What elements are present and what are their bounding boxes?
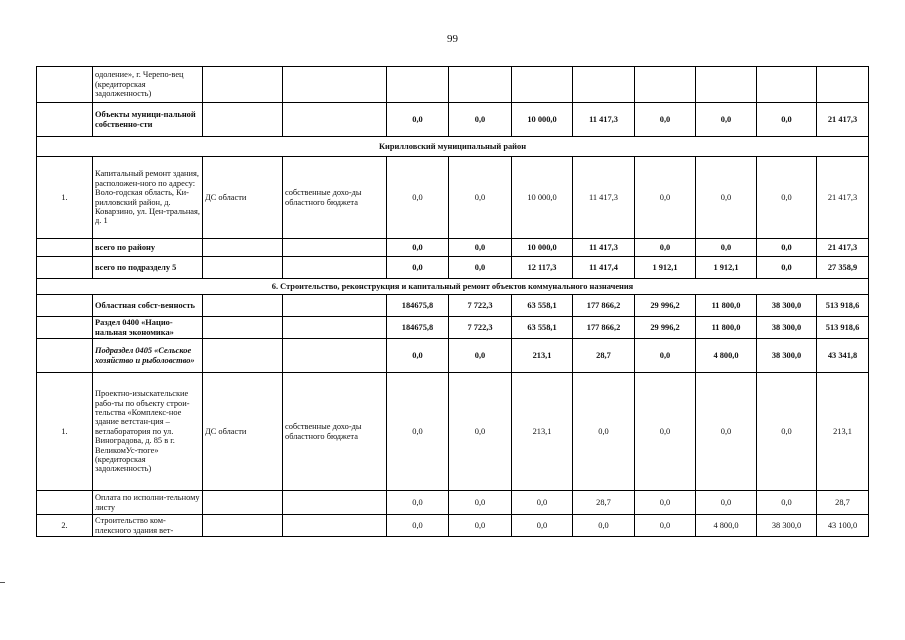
value-cell: 29 996,2: [635, 295, 696, 317]
value-cell: [696, 67, 757, 103]
object-name-cell: Строительство ком-плексного здания вет-: [93, 515, 203, 537]
budget-table: [36, 66, 869, 537]
value-cell: 29 996,2: [635, 317, 696, 339]
value-cell: 21 417,3: [817, 103, 869, 137]
value-cell: 11 417,3: [573, 157, 635, 239]
row-number-cell: [37, 67, 93, 103]
value-cell: 0,0: [757, 103, 817, 137]
value-cell: 213,1: [512, 339, 573, 373]
funding-source-cell: [283, 103, 387, 137]
table-row: [37, 157, 869, 239]
value-cell: 38 300,0: [757, 515, 817, 537]
table-row: [37, 103, 869, 137]
row-number-cell: 1.: [37, 373, 93, 491]
value-cell: 12 117,3: [512, 257, 573, 279]
value-cell: 0,0: [387, 257, 449, 279]
value-cell: 0,0: [387, 491, 449, 515]
value-cell: 0,0: [449, 515, 512, 537]
value-cell: [512, 67, 573, 103]
value-cell: 63 558,1: [512, 295, 573, 317]
value-cell: 0,0: [696, 491, 757, 515]
funding-source-cell: [283, 257, 387, 279]
value-cell: 38 300,0: [757, 317, 817, 339]
executor-cell: ДС области: [203, 373, 283, 491]
value-cell: 7 722,3: [449, 317, 512, 339]
funding-source-cell: собственные дохо-ды областного бюджета: [283, 157, 387, 239]
value-cell: 0,0: [696, 157, 757, 239]
table-row: [37, 339, 869, 373]
table-row: [37, 373, 869, 491]
value-cell: 43 341,8: [817, 339, 869, 373]
object-name-cell: Областная собст-венность: [93, 295, 203, 317]
object-name-cell: Подраздел 0405 «Сельское хозяйство и рыболовство»: [93, 339, 203, 373]
object-name-cell: всего по подразделу 5: [93, 257, 203, 279]
row-number-cell: 2.: [37, 515, 93, 537]
value-cell: 184675,8: [387, 317, 449, 339]
scan-edge-mark: [0, 582, 5, 583]
value-cell: 43 100,0: [817, 515, 869, 537]
value-cell: 7 722,3: [449, 295, 512, 317]
value-cell: 0,0: [573, 515, 635, 537]
executor-cell: [203, 339, 283, 373]
row-number-cell: [37, 491, 93, 515]
value-cell: 0,0: [387, 515, 449, 537]
value-cell: 10 000,0: [512, 239, 573, 257]
section-title: 6. Строительство, реконструкция и капитальный ремонт объектов коммунального назначения: [37, 279, 869, 295]
row-number-cell: [37, 239, 93, 257]
funding-source-cell: [283, 317, 387, 339]
funding-source-cell: [283, 67, 387, 103]
object-name-cell: Раздел 0400 «Нацио-нальная экономика»: [93, 317, 203, 339]
value-cell: 11 800,0: [696, 295, 757, 317]
value-cell: 0,0: [635, 491, 696, 515]
value-cell: 11 800,0: [696, 317, 757, 339]
executor-cell: [203, 257, 283, 279]
value-cell: 0,0: [449, 257, 512, 279]
value-cell: 0,0: [757, 257, 817, 279]
value-cell: 0,0: [387, 103, 449, 137]
table-row: [37, 239, 869, 257]
value-cell: 0,0: [635, 339, 696, 373]
object-name-cell: Объекты муници-пальной собственно-сти: [93, 103, 203, 137]
value-cell: 0,0: [449, 157, 512, 239]
value-cell: 177 866,2: [573, 295, 635, 317]
value-cell: 0,0: [387, 157, 449, 239]
value-cell: 4 800,0: [696, 339, 757, 373]
value-cell: [635, 67, 696, 103]
executor-cell: [203, 103, 283, 137]
section-header-row: [37, 279, 869, 295]
value-cell: 0,0: [635, 239, 696, 257]
value-cell: [757, 67, 817, 103]
row-number-cell: [37, 257, 93, 279]
value-cell: 184675,8: [387, 295, 449, 317]
value-cell: 0,0: [696, 239, 757, 257]
table-body: [37, 67, 869, 537]
value-cell: 0,0: [387, 239, 449, 257]
executor-cell: [203, 491, 283, 515]
row-number-cell: [37, 103, 93, 137]
value-cell: [817, 67, 869, 103]
value-cell: 213,1: [817, 373, 869, 491]
value-cell: 0,0: [449, 491, 512, 515]
section-title: Кирилловский муниципальный район: [37, 137, 869, 157]
value-cell: [573, 67, 635, 103]
table-row: [37, 317, 869, 339]
row-number-cell: [37, 295, 93, 317]
value-cell: 1 912,1: [635, 257, 696, 279]
value-cell: 0,0: [635, 103, 696, 137]
value-cell: 213,1: [512, 373, 573, 491]
value-cell: 0,0: [696, 373, 757, 491]
value-cell: 0,0: [573, 373, 635, 491]
table-row: [37, 491, 869, 515]
table-row: [37, 257, 869, 279]
funding-source-cell: [283, 491, 387, 515]
value-cell: 0,0: [757, 157, 817, 239]
funding-source-cell: собственные дохо-ды областного бюджета: [283, 373, 387, 491]
value-cell: 513 918,6: [817, 295, 869, 317]
value-cell: 0,0: [387, 373, 449, 491]
executor-cell: [203, 515, 283, 537]
funding-source-cell: [283, 239, 387, 257]
executor-cell: [203, 239, 283, 257]
value-cell: 177 866,2: [573, 317, 635, 339]
object-name-cell: всего по району: [93, 239, 203, 257]
value-cell: 38 300,0: [757, 339, 817, 373]
table-row: [37, 67, 869, 103]
value-cell: [449, 67, 512, 103]
value-cell: 0,0: [757, 491, 817, 515]
value-cell: 0,0: [635, 157, 696, 239]
value-cell: 0,0: [696, 103, 757, 137]
value-cell: 11 417,3: [573, 239, 635, 257]
value-cell: 0,0: [635, 515, 696, 537]
value-cell: 28,7: [573, 491, 635, 515]
funding-source-cell: [283, 339, 387, 373]
value-cell: 28,7: [817, 491, 869, 515]
value-cell: 0,0: [449, 373, 512, 491]
value-cell: 11 417,4: [573, 257, 635, 279]
row-number-cell: 1.: [37, 157, 93, 239]
funding-source-cell: [283, 295, 387, 317]
object-name-cell: Капитальный ремонт здания, расположен-ного по адресу: Воло-годская область, Ки-рилловский район, д. Коварзино, ул. Цен-тральная, д. 1: [93, 157, 203, 239]
object-name-cell: одоление», г. Черепо-вец (кредиторская задолженность): [93, 67, 203, 103]
value-cell: 513 918,6: [817, 317, 869, 339]
value-cell: 38 300,0: [757, 295, 817, 317]
row-number-cell: [37, 317, 93, 339]
executor-cell: [203, 295, 283, 317]
executor-cell: [203, 67, 283, 103]
value-cell: 28,7: [573, 339, 635, 373]
table-row: [37, 295, 869, 317]
value-cell: 4 800,0: [696, 515, 757, 537]
value-cell: 0,0: [512, 515, 573, 537]
value-cell: 0,0: [449, 339, 512, 373]
value-cell: 11 417,3: [573, 103, 635, 137]
executor-cell: [203, 317, 283, 339]
value-cell: 63 558,1: [512, 317, 573, 339]
value-cell: 0,0: [449, 103, 512, 137]
executor-cell: ДС области: [203, 157, 283, 239]
value-cell: 10 000,0: [512, 157, 573, 239]
value-cell: 21 417,3: [817, 239, 869, 257]
row-number-cell: [37, 339, 93, 373]
value-cell: [387, 67, 449, 103]
section-header-row: [37, 137, 869, 157]
value-cell: 27 358,9: [817, 257, 869, 279]
value-cell: 0,0: [512, 491, 573, 515]
value-cell: 0,0: [757, 373, 817, 491]
value-cell: 0,0: [449, 239, 512, 257]
object-name-cell: Проектно-изыскательские рабо-ты по объекту строи-тельства «Комплекс-ное здание ветстан-ция – ветлаборатория по ул. Виноградова, д. 85 в г. ВеликомУс-тюге» (кредиторская задолженность): [93, 373, 203, 491]
value-cell: 10 000,0: [512, 103, 573, 137]
value-cell: 21 417,3: [817, 157, 869, 239]
value-cell: 1 912,1: [696, 257, 757, 279]
page-number: 99: [447, 33, 458, 45]
value-cell: 0,0: [387, 339, 449, 373]
value-cell: 0,0: [757, 239, 817, 257]
funding-source-cell: [283, 515, 387, 537]
table-row: [37, 515, 869, 537]
object-name-cell: Оплата по исполни-тельному листу: [93, 491, 203, 515]
value-cell: 0,0: [635, 373, 696, 491]
